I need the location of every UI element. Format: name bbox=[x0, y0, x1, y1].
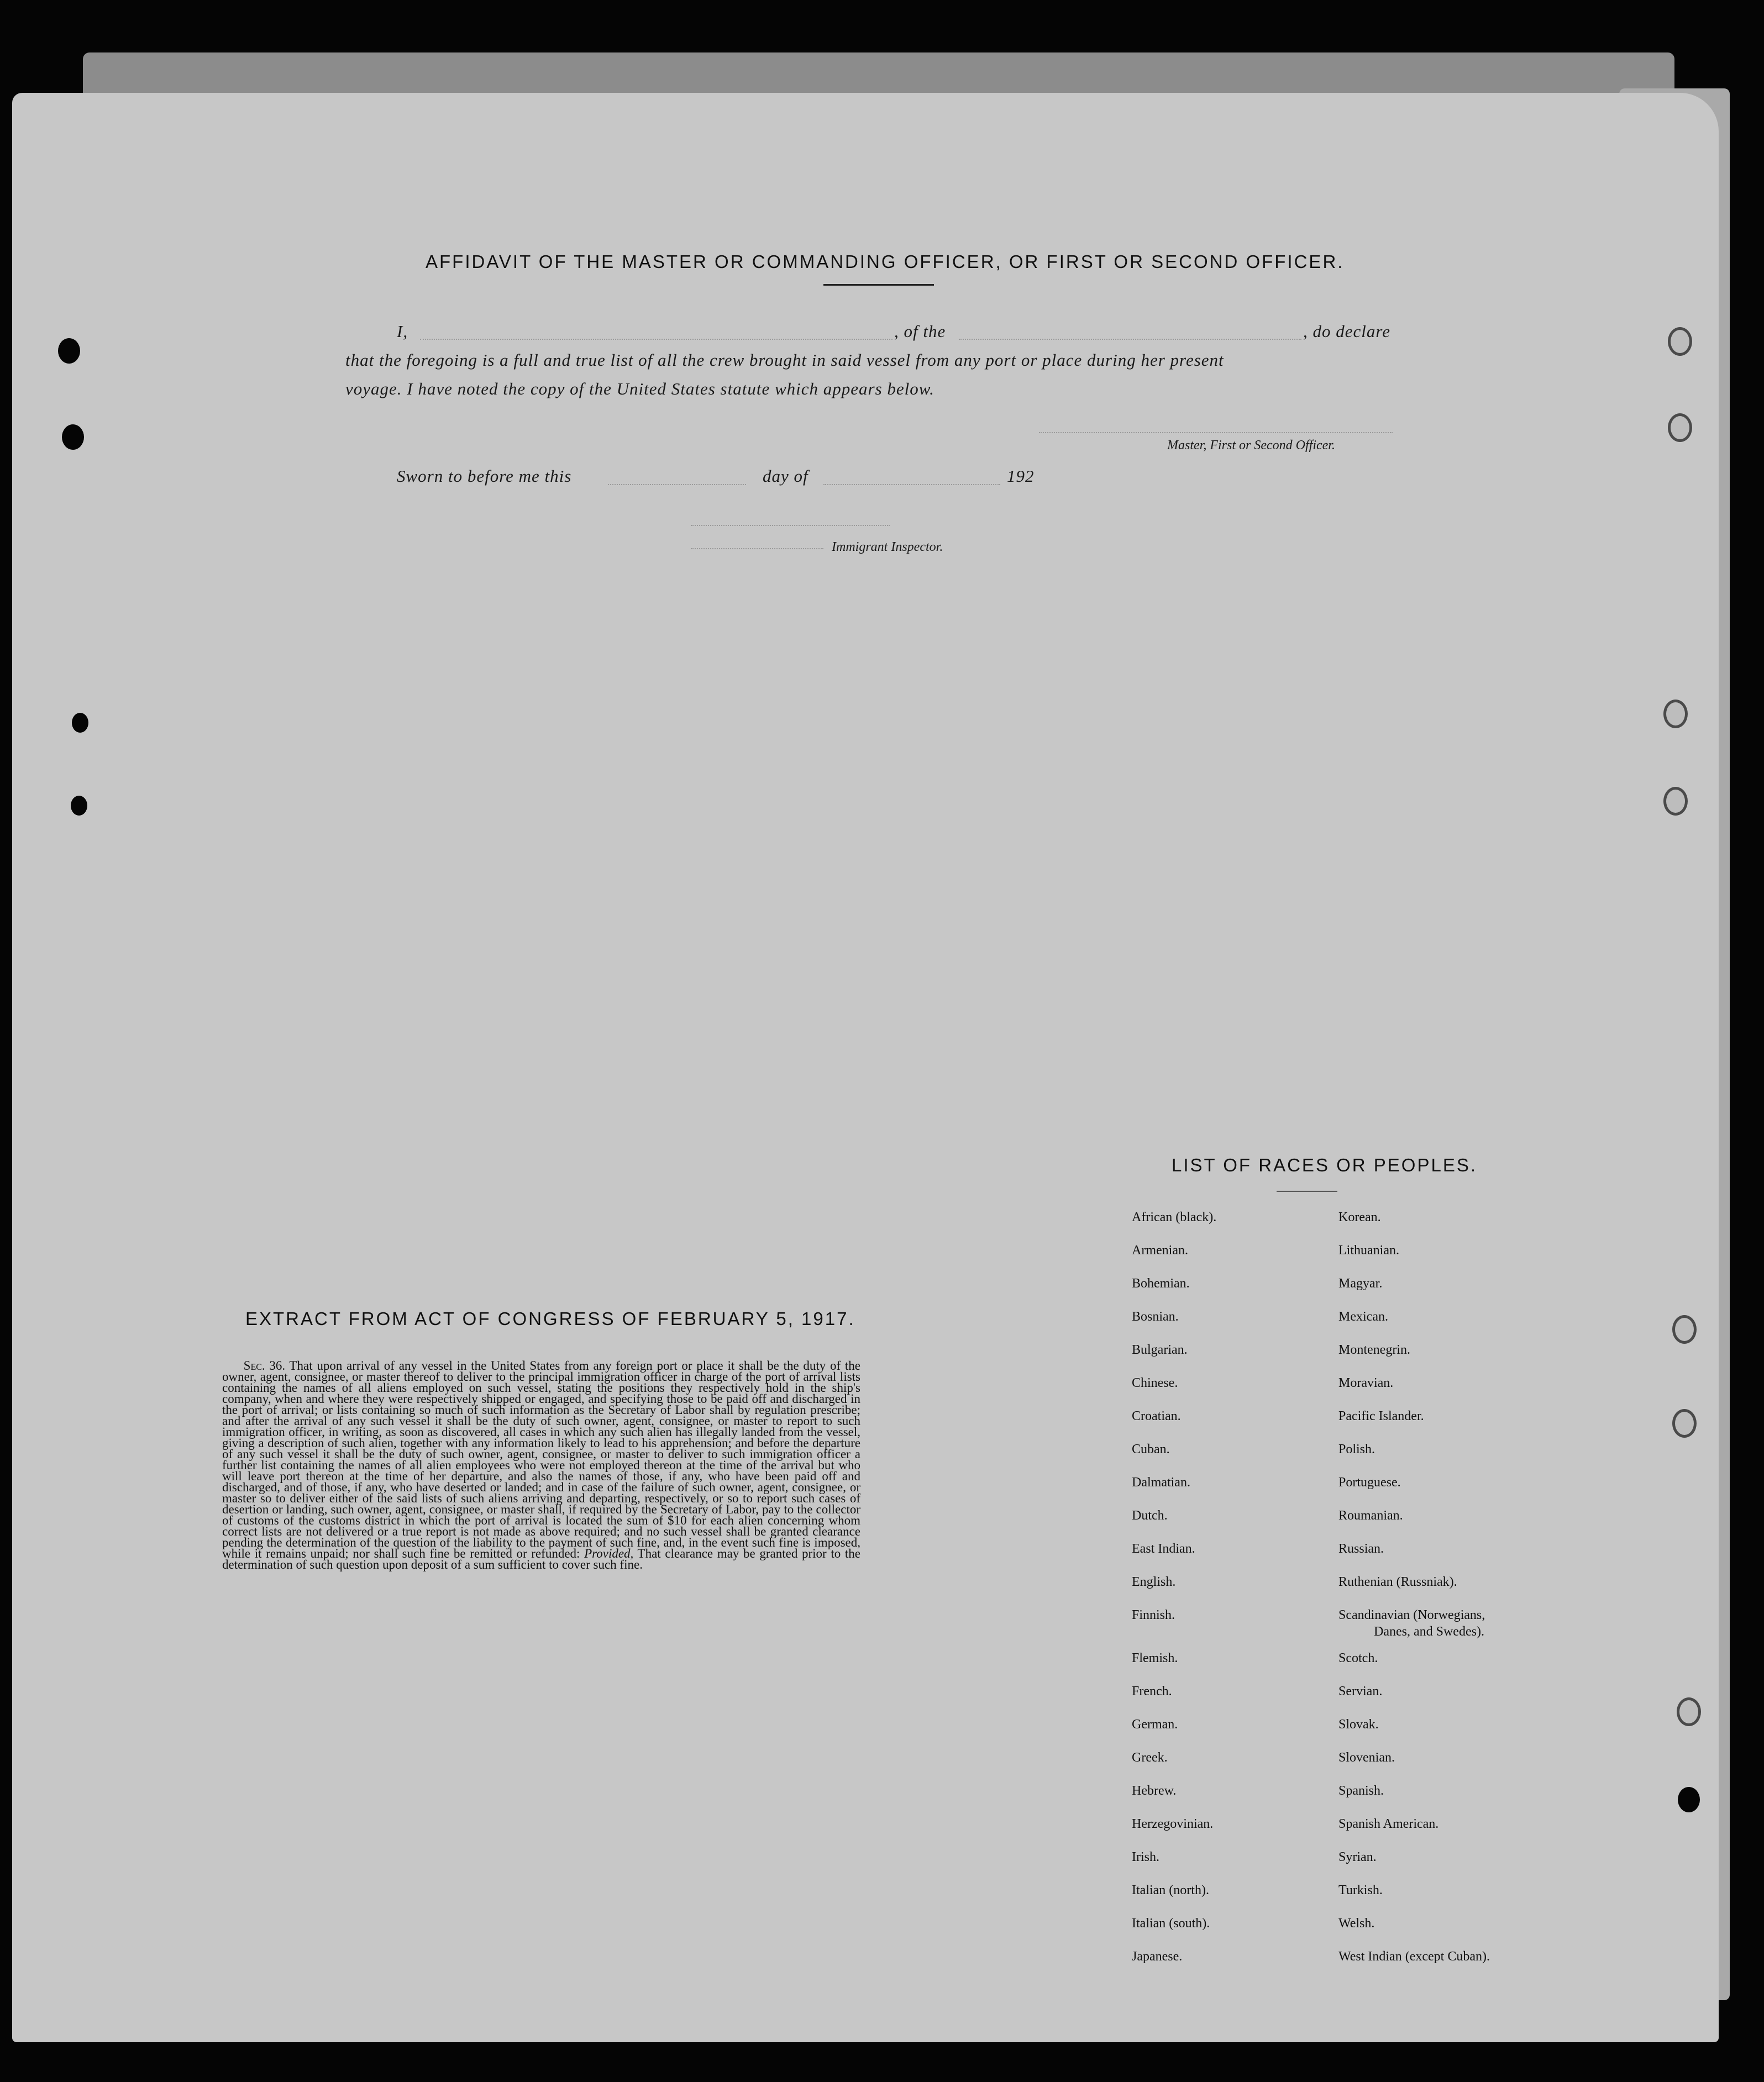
extract-text-end: That clearance may be granted prior to the determination of such question upon deposit of a sum sufficient to cover such fine. bbox=[222, 1547, 860, 1571]
race-item: African (black). bbox=[1132, 1210, 1217, 1224]
affidavit-i: I, bbox=[397, 322, 408, 341]
binder-ring bbox=[1668, 413, 1692, 442]
race-item: West Indian (except Cuban). bbox=[1338, 1949, 1490, 1964]
binder-hole bbox=[58, 338, 80, 364]
sec-label: Sec. bbox=[243, 1359, 265, 1373]
race-item: Cuban. bbox=[1132, 1442, 1170, 1457]
inspector-label: Immigrant Inspector. bbox=[832, 540, 943, 554]
race-item: German. bbox=[1132, 1717, 1178, 1732]
affidavit-of-the: , of the bbox=[894, 322, 946, 341]
affidavit-line2: that the foregoing is a full and true list of all the crew brought in said vessel from any port or place during her present bbox=[345, 350, 1224, 370]
binder-hole bbox=[72, 713, 88, 733]
vessel-field[interactable] bbox=[959, 339, 1301, 340]
race-item: Polish. bbox=[1338, 1442, 1376, 1457]
day-of-text: day of bbox=[763, 466, 809, 486]
race-item: Flemish. bbox=[1132, 1651, 1178, 1665]
race-item: Portuguese. bbox=[1338, 1475, 1401, 1490]
affidavit-line3: voyage. I have noted the copy of the United States statute which appears below. bbox=[345, 379, 935, 398]
inspector-signature-field-2[interactable] bbox=[691, 548, 823, 549]
race-item: Bohemian. bbox=[1132, 1276, 1190, 1291]
race-item: Japanese. bbox=[1132, 1949, 1183, 1964]
binder-ring bbox=[1672, 1409, 1697, 1438]
race-item: Bosnian. bbox=[1132, 1310, 1179, 1324]
race-item: Turkish. bbox=[1338, 1883, 1383, 1897]
race-item: Spanish. bbox=[1338, 1784, 1384, 1798]
race-item: Hebrew. bbox=[1132, 1784, 1177, 1798]
extract-title: EXTRACT FROM ACT OF CONGRESS OF FEBRUARY 5, 1917. bbox=[245, 1308, 855, 1329]
race-item: Spanish American. bbox=[1338, 1817, 1439, 1831]
sworn-text: Sworn to before me this bbox=[397, 466, 572, 486]
binder-ring bbox=[1663, 787, 1688, 816]
provided-word: Provided, bbox=[584, 1547, 634, 1560]
race-item: Slovenian. bbox=[1338, 1750, 1395, 1765]
binder-hole bbox=[62, 424, 84, 450]
race-item: Pacific Islander. bbox=[1338, 1409, 1424, 1423]
race-item: Korean. bbox=[1338, 1210, 1381, 1224]
race-item: Roumanian. bbox=[1338, 1508, 1403, 1523]
race-item: East Indian. bbox=[1132, 1542, 1195, 1556]
races-rule bbox=[1277, 1191, 1337, 1192]
race-item: Chinese. bbox=[1132, 1376, 1178, 1390]
year-text: 192 bbox=[1007, 466, 1035, 486]
binder-hole bbox=[71, 796, 87, 816]
binder-hole bbox=[1678, 1787, 1700, 1812]
race-item: Finnish. bbox=[1132, 1608, 1175, 1622]
race-item: Slovak. bbox=[1338, 1717, 1379, 1732]
race-item: French. bbox=[1132, 1684, 1172, 1699]
race-item: Welsh. bbox=[1338, 1916, 1375, 1931]
title-rule bbox=[823, 284, 934, 286]
affidavit-declare: , do declare bbox=[1303, 322, 1391, 341]
race-item: Greek. bbox=[1132, 1750, 1168, 1765]
sworn-month-field[interactable] bbox=[823, 484, 1000, 485]
race-item: Lithuanian. bbox=[1338, 1243, 1399, 1258]
race-item: Herzegovinian. bbox=[1132, 1817, 1214, 1831]
race-item: Servian. bbox=[1338, 1684, 1383, 1699]
race-item: English. bbox=[1132, 1575, 1176, 1589]
binder-ring bbox=[1672, 1315, 1697, 1344]
race-item: Russian. bbox=[1338, 1542, 1384, 1556]
binder-ring bbox=[1668, 327, 1692, 356]
race-item: Dutch. bbox=[1132, 1508, 1168, 1523]
binder-ring bbox=[1663, 700, 1688, 728]
binder-ring bbox=[1677, 1697, 1701, 1726]
master-signature-label: Master, First or Second Officer. bbox=[1167, 438, 1335, 453]
race-item: Syrian. bbox=[1338, 1850, 1377, 1864]
race-item: Scotch. bbox=[1338, 1651, 1378, 1665]
race-item: Dalmatian. bbox=[1132, 1475, 1190, 1490]
extract-text: 36. That upon arrival of any vessel in the United States from any foreign port or place it shall be the duty of the owner, agent, consignee, or master thereof to deliver to the principal immigration officer in charge of the port of arrival lists containing the names of all aliens employed on such vessel, stating the positions they respectively hold in the ship's company, when and where they were respectively shipped or engaged, and specifying those to be paid off and discharged in the port of arrival; or lists containing so much of such information as the Secretary of Labor shall by regulation prescribe; and after the arrival of any such vessel it shall be the duty of such owner, agent, consignee, or master to report to such immigration officer, in writing, as soon as discovered, all cases in which any such alien has illegally landed from the vessel, giving a description of such alien, together with any information likely to lead to his apprehension; and before the departure of any such vessel it shall be the duty of such owner, agent, consignee, or master to deliver to such immigration officer a further list containing the names of all alien employees who were not employed thereon at the time of the arrival but who will leave port thereon at the time of her departure, and also the names of those, if any, who have been paid off and discharged, and of those, if any, who have deserted or landed; and in case of the failure of such owner, agent, consignee, or master so to deliver either of the said lists of such aliens arriving and departing, respectively, or so to report such cases of desertion or landing, such owner, agent, consignee, or master shall, if required by the Secretary of Labor, pay to the collector of customs of the customs district in which the port of arrival is located the sum of $10 for each alien concerning whom correct lists are not delivered or a true report is not made as above required; and no such vessel shall be granted clearance pending the determination of the question of the liability to the payment of such fine, and, in the event such fine is imposed, while it remains unpaid; nor shall such fine be remitted or refunded: bbox=[222, 1359, 860, 1560]
race-item: Magyar. bbox=[1338, 1276, 1383, 1291]
race-item: Armenian. bbox=[1132, 1243, 1188, 1258]
extract-body bbox=[222, 1360, 860, 1570]
race-item: Croatian. bbox=[1132, 1409, 1181, 1423]
race-item: Ruthenian (Russniak). bbox=[1338, 1575, 1457, 1589]
race-item: Irish. bbox=[1132, 1850, 1159, 1864]
race-item: Italian (north). bbox=[1132, 1883, 1209, 1897]
master-signature-field[interactable] bbox=[1039, 432, 1393, 433]
races-title: LIST OF RACES OR PEOPLES. bbox=[1172, 1155, 1478, 1175]
race-item-scandinavian-cont: Danes, and Swedes). bbox=[1374, 1624, 1484, 1639]
race-item: Montenegrin. bbox=[1338, 1343, 1410, 1357]
race-item: Moravian. bbox=[1338, 1376, 1394, 1390]
affidavit-title: AFFIDAVIT OF THE MASTER OR COMMANDING OFFICER, OR FIRST OR SECOND OFFICER. bbox=[426, 251, 1345, 272]
race-item: Italian (south). bbox=[1132, 1916, 1210, 1931]
race-item: Scandinavian (Norwegians, bbox=[1338, 1608, 1485, 1622]
inspector-signature-field[interactable] bbox=[691, 525, 890, 526]
race-item: Mexican. bbox=[1338, 1310, 1388, 1324]
race-item: Bulgarian. bbox=[1132, 1343, 1188, 1357]
name-field[interactable] bbox=[420, 339, 893, 340]
sworn-day-field[interactable] bbox=[608, 484, 746, 485]
